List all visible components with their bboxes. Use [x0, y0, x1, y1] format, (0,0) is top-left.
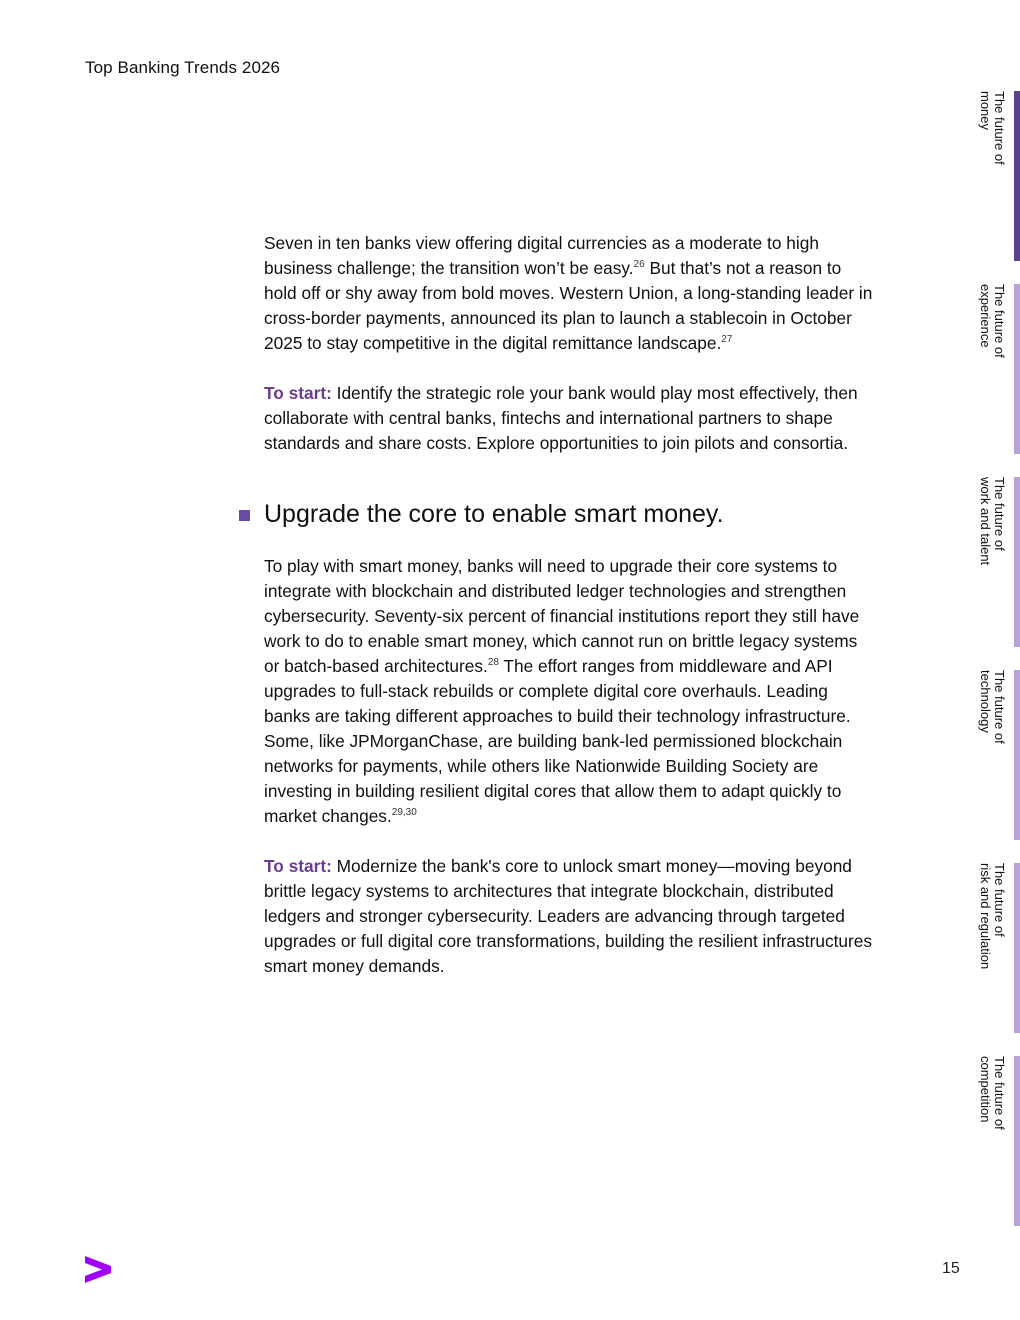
nav-indicator — [1014, 670, 1020, 840]
nav-tab-technology[interactable] — [960, 670, 1020, 840]
footnote-ref: 27 — [721, 334, 733, 346]
nav-tab-money[interactable] — [960, 91, 1020, 261]
nav-tab-work-and-talent[interactable] — [960, 477, 1020, 647]
paragraph-text: But that’s not a reason to hold off or shy away from bold moves. Western Union, a long-standing leader in cross-border payments, announced its plan to launch a stablecoin in October 2025 to stay competitive in the digital remittance landscape. — [264, 258, 873, 353]
paragraph-core-upgrade — [264, 554, 874, 829]
nav-indicator — [1014, 91, 1020, 261]
nav-tab-risk-and-regulation[interactable] — [960, 863, 1020, 1033]
section-heading-text: Upgrade the core to enable smart money. — [264, 500, 724, 528]
footnote-ref: 28 — [487, 657, 499, 669]
paragraph-text: Seven in ten banks view offering digital currencies as a moderate to high business challenge; the transition won’t be easy. — [264, 233, 819, 278]
section-side-nav — [960, 0, 1020, 1320]
paragraph-to-start-2 — [264, 854, 874, 979]
paragraph-to-start-1 — [264, 381, 874, 456]
page-number: 15 — [942, 1260, 960, 1277]
nav-label: The future of competition — [978, 1056, 1007, 1130]
footnote-ref: 29,30 — [391, 807, 417, 819]
to-start-label: To start: — [264, 856, 332, 876]
nav-label: The future of risk and regulation — [978, 863, 1007, 970]
paragraph-text: To play with smart money, banks will need to upgrade their core systems to integrate with blockchain and distributed ledger technologies and strengthen cybersecurity. Seventy-six percent of financial institutions report they still have work to do to enable smart money, which cannot run on brittle legacy systems or batch-based architectures. — [264, 556, 860, 676]
nav-label: The future of technology — [978, 670, 1007, 744]
nav-label: The future of work and talent — [978, 477, 1007, 566]
paragraph-text: Identify the strategic role your bank would play most effectively, then collaborate with central banks, fintechs and international partners to shape standards and share costs. Explore opportunities to join pilots and consortia. — [264, 383, 858, 453]
footnote-ref: 26 — [633, 259, 645, 271]
main-content — [264, 231, 874, 979]
document-title: Top Banking Trends 2026 — [85, 58, 281, 77]
nav-tab-competition[interactable] — [960, 1056, 1020, 1226]
square-bullet-icon — [239, 510, 250, 521]
nav-label: The future of experience — [978, 284, 1007, 358]
paragraph-text: The effort ranges from middleware and API upgrades to full-stack rebuilds or complete digital core overhauls. Leading banks are taking different approaches to build their technology infrastructure. Some, like JPMorganChase, are building bank-led permissioned blockchain networks for payments, while others like Nationwide Building Society are investing in building resilient digital cores that allow them to adapt quickly to market changes. — [264, 656, 851, 826]
nav-indicator — [1014, 477, 1020, 647]
nav-tab-experience[interactable] — [960, 284, 1020, 454]
paragraph-text: Modernize the bank's core to unlock smart money—moving beyond brittle legacy systems to architectures that integrate blockchain, distributed ledgers and stronger cybersecurity. Leaders are advancing through targeted upgrades or full digital core transformations, building the resilient infrastructures smart money demands. — [264, 856, 873, 976]
to-start-label: To start: — [264, 383, 332, 403]
paragraph-digital-currencies — [264, 231, 874, 356]
nav-indicator — [1014, 1056, 1020, 1226]
section-heading — [264, 498, 874, 530]
nav-indicator — [1014, 863, 1020, 1033]
accenture-logo-icon — [85, 1256, 111, 1283]
nav-indicator — [1014, 284, 1020, 454]
nav-label: The future of money — [978, 91, 1007, 165]
